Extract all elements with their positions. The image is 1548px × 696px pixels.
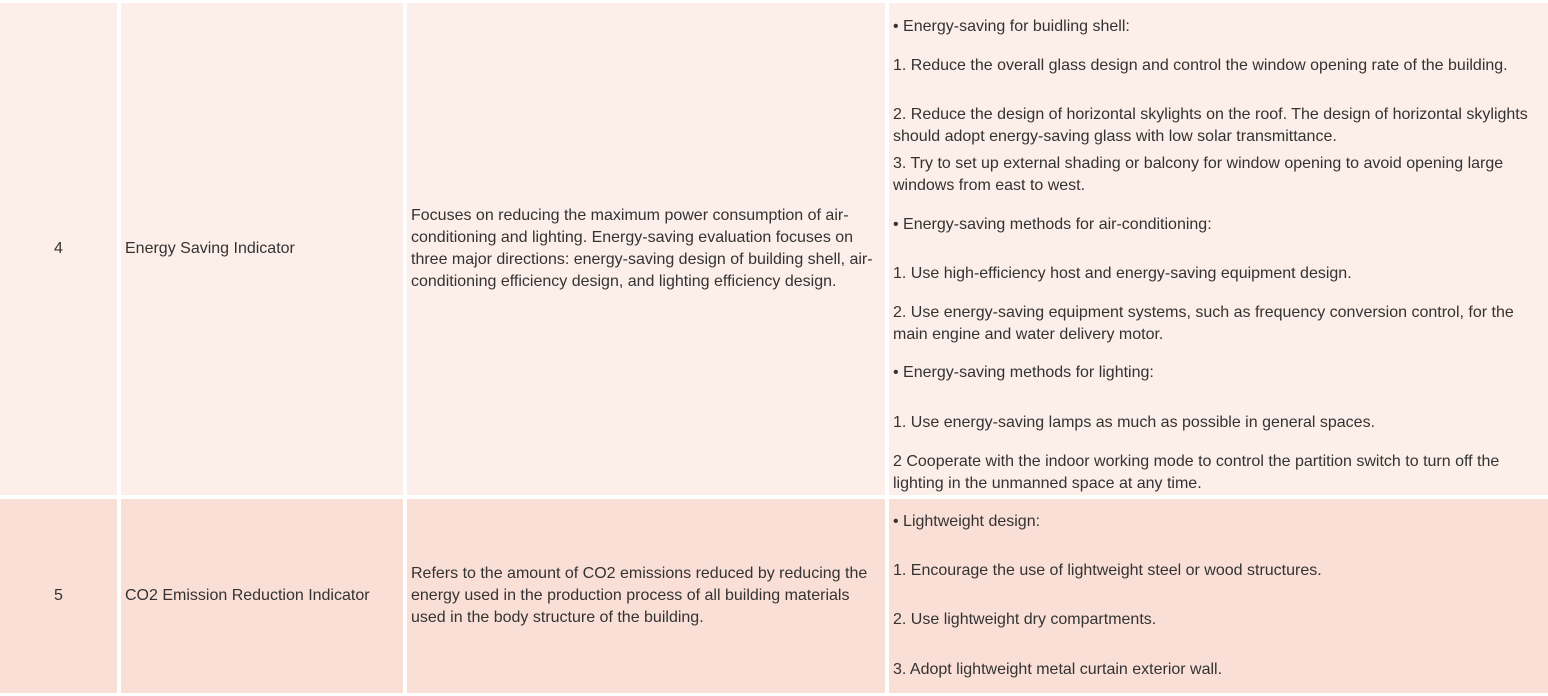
method-item: 3. Adopt lightweight metal curtain exterior wall. <box>893 661 1223 678</box>
row-5-indicator-cell <box>121 499 403 693</box>
row-number: 5 <box>54 587 63 604</box>
indicator-table <box>0 3 1548 696</box>
indicator-name: CO2 Emission Reduction Indicator <box>125 587 370 604</box>
row-4-methods-cell <box>889 3 1548 495</box>
method-item: 1. Encourage the use of lightweight steel or wood structures. <box>893 562 1322 579</box>
method-heading: • Energy-saving for buidling shell: <box>893 18 1130 35</box>
row-5-description-cell <box>407 499 885 693</box>
method-item: 2. Use energy-saving equipment systems, such as frequency conversion control, for the main engine and water delivery motor. <box>893 304 1514 343</box>
method-heading: • Energy-saving methods for air-conditioning: <box>893 216 1212 233</box>
method-item: 1. Use high-efficiency host and energy-saving equipment design. <box>893 265 1352 282</box>
indicator-name: Energy Saving Indicator <box>125 240 295 257</box>
method-item: 1. Use energy-saving lamps as much as possible in general spaces. <box>893 414 1376 431</box>
indicator-description: Refers to the amount of CO2 emissions reduced by reducing the energy used in the production process of all building materials used in the body structure of the building. <box>411 565 868 626</box>
method-item: 2. Reduce the design of horizontal skylights on the roof. The design of horizontal skylights should adopt energy-saving glass with low solar transmittance. <box>893 106 1528 145</box>
method-item: 3. Try to set up external shading or balcony for window opening to avoid opening large windows from east to west. <box>893 155 1504 194</box>
row-number: 4 <box>54 240 63 257</box>
row-4-description-cell <box>407 3 885 495</box>
method-heading: • Energy-saving methods for lighting: <box>893 364 1154 381</box>
method-item: 2 Cooperate with the indoor working mode to control the partition switch to turn off the lighting in the unmanned space at any time. <box>893 453 1500 492</box>
row-4-indicator-cell <box>121 3 403 495</box>
method-item: 2. Use lightweight dry compartments. <box>893 611 1157 628</box>
method-item: 1. Reduce the overall glass design and control the window opening rate of the building. <box>893 57 1508 74</box>
row-5-number-cell <box>0 499 117 693</box>
indicator-description: Focuses on reducing the maximum power consumption of air-conditioning and lighting. Energy-saving evaluation focuses on three major directions: energy-saving design of building shell, air-conditioning efficiency design, and lighting efficiency design. <box>411 207 873 290</box>
method-heading: • Lightweight design: <box>893 513 1041 530</box>
row-4-number-cell <box>0 3 117 495</box>
row-5-methods-cell <box>889 499 1548 693</box>
